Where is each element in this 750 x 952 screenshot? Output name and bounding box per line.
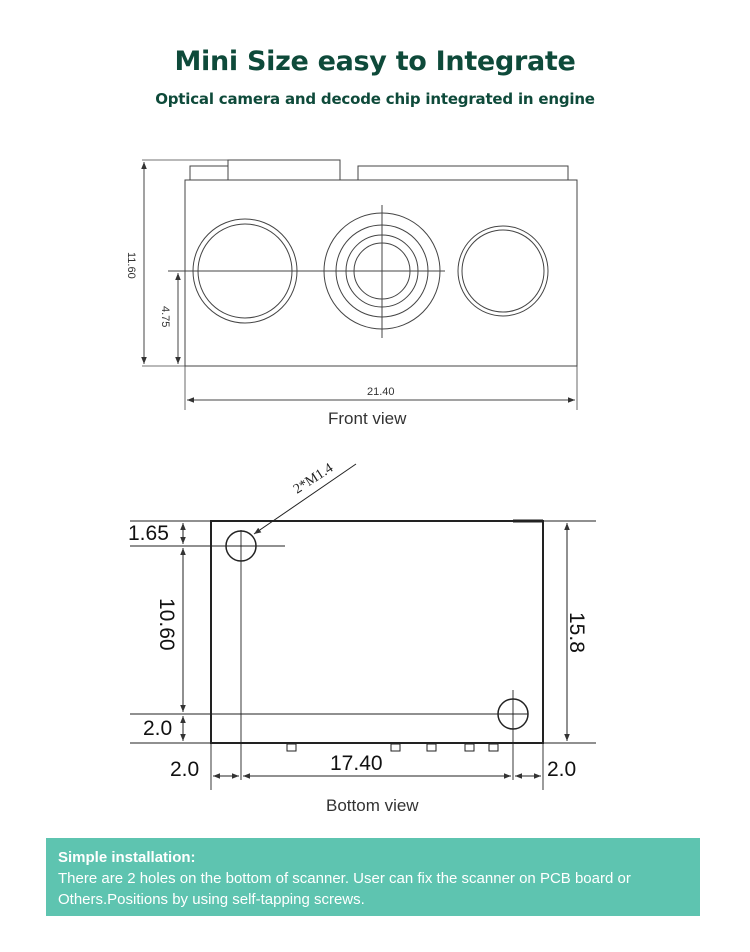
front-top-bump-center <box>228 160 340 180</box>
bottom-hole-width-label: 17.40 <box>330 752 383 775</box>
front-body-outline <box>185 180 577 366</box>
bottom-height-label: 15.8 <box>565 612 588 653</box>
bottom-view-label: Bottom view <box>326 796 419 815</box>
hole-callout-leader <box>254 464 356 534</box>
bottom-right-offset-label: 2.0 <box>547 758 577 781</box>
installation-note-heading: Simple installation: <box>58 849 196 866</box>
front-width-dim-label: 21.40 <box>367 386 395 398</box>
hole-callout-label: 2*M1.4 <box>291 460 337 498</box>
front-top-bump-left <box>190 166 228 180</box>
bottom-pin <box>465 744 474 751</box>
front-height-dim-label: 11.60 <box>125 252 137 279</box>
bottom-pin <box>427 744 436 751</box>
bottom-left-offset-label: 2.0 <box>170 758 200 781</box>
front-right-lens-outer <box>458 226 548 316</box>
bottom-pin <box>391 744 400 751</box>
page-subtitle: Optical camera and decode chip integrated in engine <box>155 90 595 108</box>
bottom-top-offset-label: 1.65 <box>128 522 169 545</box>
front-view-label: Front view <box>328 409 407 428</box>
front-top-bump-right <box>358 166 568 180</box>
front-center-dim-label: 4.75 <box>159 306 171 328</box>
bottom-pin <box>287 744 296 751</box>
installation-note-body: There are 2 holes on the bottom of scanner. User can fix the scanner on PCB board or Others.Positions by using self-tapping screws. <box>58 870 631 908</box>
front-view <box>142 160 577 410</box>
front-right-lens-inner <box>462 230 544 312</box>
bottom-bottom-offset-label: 2.0 <box>143 717 173 740</box>
bottom-hole-spacing-label: 10.60 <box>155 598 178 651</box>
bottom-view <box>130 464 596 790</box>
bottom-body-outline <box>211 521 543 743</box>
bottom-pin <box>489 744 498 751</box>
installation-note <box>46 838 700 916</box>
page-title: Mini Size easy to Integrate <box>174 46 576 77</box>
